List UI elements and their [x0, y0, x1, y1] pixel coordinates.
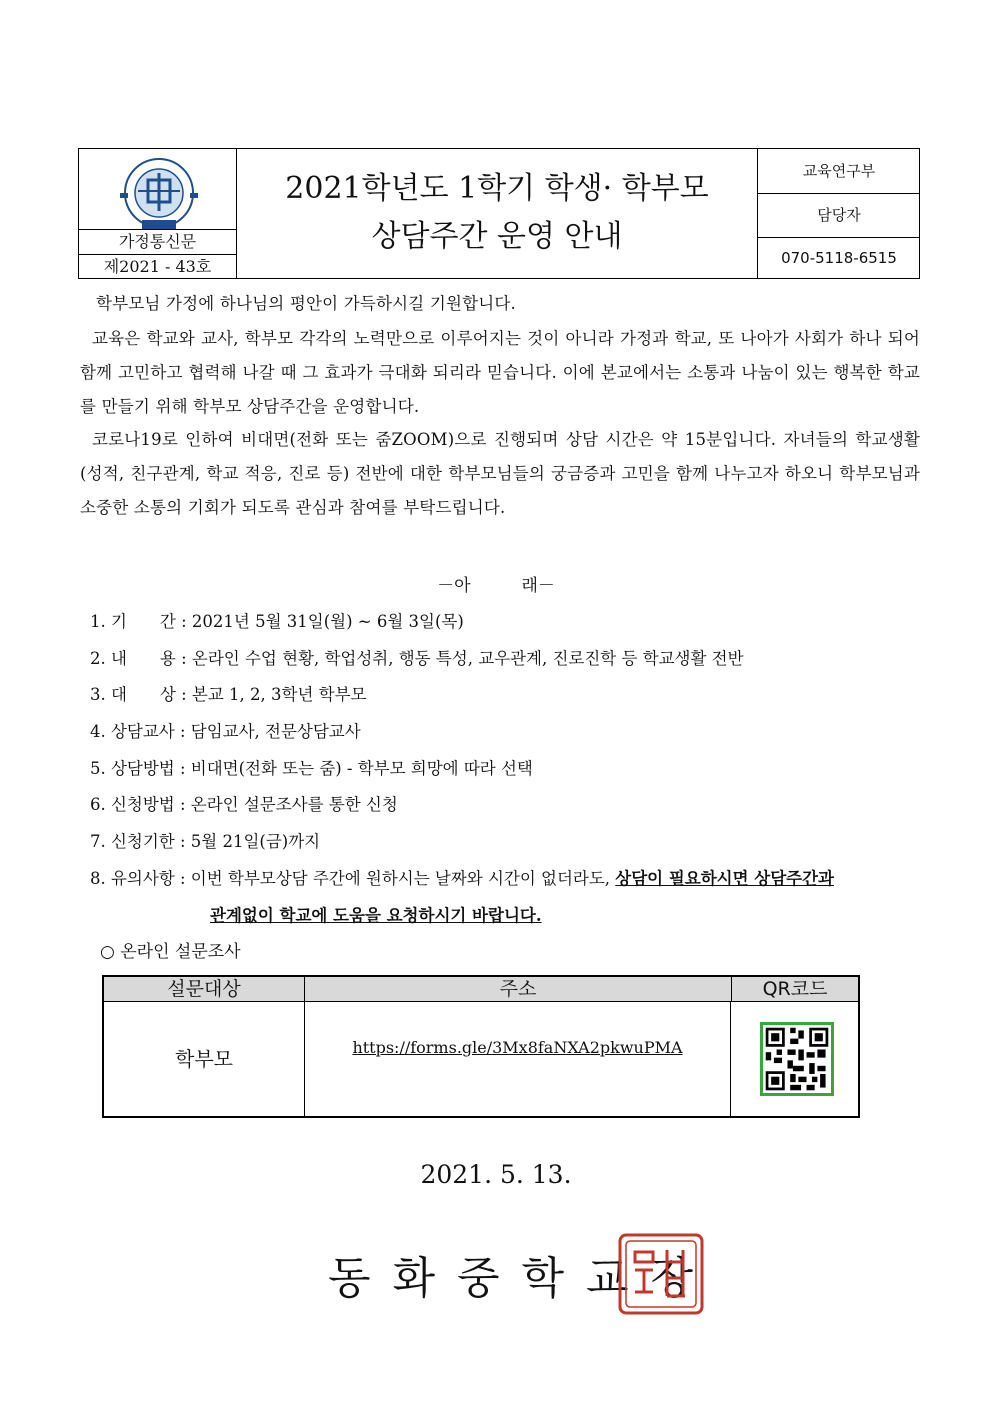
list-item: [90, 791, 930, 828]
circle-bullet-icon: ○: [100, 942, 115, 962]
survey-table: [102, 975, 860, 1118]
notice-items: [90, 608, 930, 938]
list-item: [90, 718, 930, 755]
item-label: 1. 기 간 :: [90, 612, 192, 631]
letter-header: [78, 148, 920, 279]
item-text: 비대면(전화 또는 줌) - 학부모 희망에 따라 선택: [190, 758, 533, 778]
list-item: [90, 608, 930, 645]
item-text: 온라인 수업 현황, 학업성취, 행동 특성, 교우관계, 진로진학 등 학교생활 전반: [191, 648, 744, 668]
issue-date: 2021. 5. 13.: [420, 1160, 572, 1189]
issue-number: 제2021 - 43호: [79, 254, 236, 279]
contact-cell: [757, 149, 920, 278]
item-label: 6. 신청방법 :: [90, 795, 191, 815]
item-text: 온라인 설문조사를 통한 신청: [190, 795, 398, 815]
survey-target: 학부모: [104, 1002, 305, 1116]
item-text: 본교 1, 2, 3학년 학부모: [191, 685, 367, 705]
official-seal-icon: [617, 1232, 705, 1316]
phone-number: 070-5118-6515: [758, 237, 920, 279]
contact-label: 담당자: [817, 206, 861, 224]
item-label: 5. 상담방법 :: [90, 758, 191, 778]
item-label: 4. 상담교사 :: [90, 722, 191, 742]
intro-paragraph: 교육은 학교와 교사, 학부모 각각의 노력만으로 이루어지는 것이 아니라 가정과 학교, 또 나아가 사회가 하나 되어 함께 고민하고 협력해 나갈 때 그 효과가 극대화 되리라 믿습니다. 이에 본교에서는 소통과 나눔이 있는 행복한 학교를 만들기 위해 학부모 상담주간을 운영합니다.: [80, 329, 920, 416]
title-line-2: 상담주간 운영 안내: [371, 219, 623, 254]
qr-cell: [732, 1002, 858, 1116]
column-header: 설문대상: [104, 977, 305, 1002]
item-label: 7. 신청기한 :: [90, 832, 191, 852]
column-header: 주소: [305, 977, 732, 1002]
qr-code-icon[interactable]: [760, 1022, 834, 1096]
list-item-notes-cont: [90, 902, 930, 939]
item-text: 5월 21일(금)까지: [190, 832, 321, 852]
item-label: 2. 내 용 :: [90, 648, 192, 668]
greeting-paragraph: 학부모님 가정에 하나님의 평안이 가득하시길 기원합니다.: [96, 294, 517, 313]
list-item: [90, 755, 930, 792]
column-header: QR코드: [732, 977, 858, 1002]
issue-type: 가정통신문: [79, 229, 236, 254]
school-logo-icon: [112, 155, 206, 235]
title-line-1: 2021학년도 1학기 학생· 학부모: [285, 171, 709, 206]
list-item: [90, 645, 930, 682]
principal-signature: 동화중학교장: [328, 1253, 716, 1304]
list-item-notes: [90, 865, 930, 902]
survey-url-link[interactable]: https://forms.gle/3Mx8faNXA2pkwuPMA: [352, 1038, 683, 1057]
item-text: 담임교사, 전문상담교사: [190, 722, 361, 742]
logo-cell: [79, 149, 237, 278]
survey-url-cell: [305, 1002, 731, 1116]
list-item: [90, 828, 930, 865]
notice-heading: －아 래－: [437, 576, 555, 596]
item-text: 이번 학부모상담 주간에 원하시는 날짜와 시간이 없더라도,: [190, 868, 616, 888]
item-label: 8. 유의사항 :: [90, 868, 191, 888]
item-text: 2021년 5월 31일(월) ~ 6월 3일(목): [191, 612, 464, 631]
survey-heading: [100, 937, 241, 962]
document-title: [237, 149, 757, 278]
notes-emphasis-1: 상담이 필요하시면 상담주간과: [615, 868, 834, 888]
item-label: 3. 대 상 :: [90, 685, 192, 705]
survey-heading-text: 온라인 설문조사: [120, 942, 241, 962]
department: 교육연구부: [758, 149, 920, 194]
notes-emphasis-2: 관계없이 학교에 도움을 요청하시기 바랍니다.: [210, 905, 542, 925]
details-paragraph: 코로나19로 인하여 비대면(전화 또는 줌ZOOM)으로 진행되며 상담 시간은 약 15분입니다. 자녀들의 학교생활(성적, 친구관계, 학교 적응, 진로 등) 전반에 대한 학부모님들의 궁금증과 고민을 함께 나누고자 하오니 학부모님과 소중한 소통의 기회가 되도록 관심과 참여를 부탁드립니다.: [80, 430, 920, 517]
list-item: [90, 681, 930, 718]
